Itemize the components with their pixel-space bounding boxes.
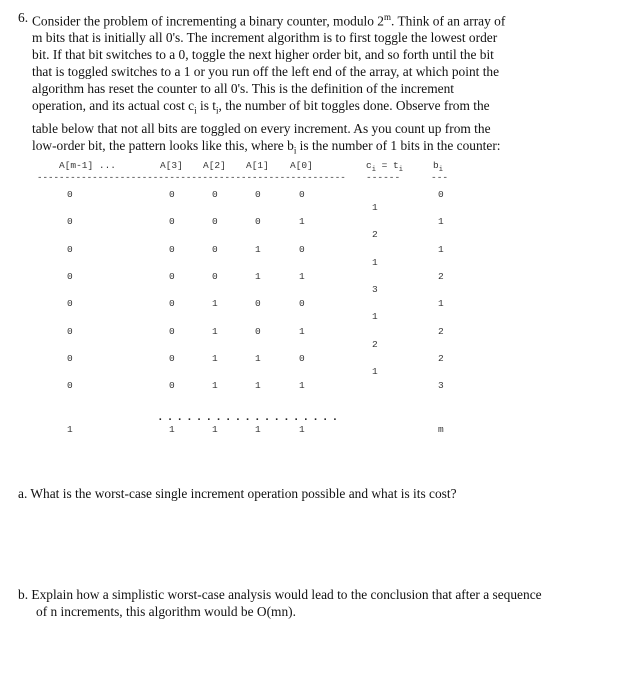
cell-a0: 1	[299, 270, 305, 282]
cell-a0: 1	[299, 380, 305, 392]
header-am1: A[m-1] ...	[59, 160, 117, 171]
question-b	[18, 586, 542, 620]
cell-a2: 1	[212, 380, 218, 392]
problem-line-3: bit. If that bit switches to a 0, toggle the next higher order bit, and so forth until the bit	[32, 47, 494, 63]
cost-value: 2	[372, 229, 378, 241]
cell-a0: 0	[299, 352, 305, 364]
cell-a3: 0	[169, 270, 175, 282]
question-b-line-2: of n increments, this algorithm would be O(mn).	[36, 604, 296, 619]
cost-value: 1	[372, 202, 378, 213]
cell-am1: 0	[67, 270, 73, 282]
last-cell-am1: 1	[67, 424, 73, 435]
header-a0: A[0]	[290, 160, 313, 171]
cell-a1: 1	[255, 352, 261, 364]
cost-value: 1	[372, 256, 378, 268]
cell-bi: 1	[438, 216, 444, 228]
cell-a0: 0	[299, 298, 305, 310]
header-a1: A[1]	[246, 160, 269, 171]
cost-value: 2	[372, 338, 378, 350]
header-rule: --------------------------------------------------------	[37, 172, 346, 183]
cell-bi: 2	[438, 352, 444, 364]
cell-a1: 1	[255, 270, 261, 282]
header-bi: $b_i$	[433, 160, 443, 174]
cell-bi: 3	[438, 380, 444, 392]
header-a3: A[3]	[160, 160, 183, 171]
cell-a0: 0	[299, 189, 305, 200]
cell-a1: 1	[255, 380, 261, 392]
problem-line-4: that is toggled switches to a 1 or you run off the left end of the array, at which point the	[32, 64, 500, 80]
cell-am1: 0	[67, 243, 73, 255]
question-b-line-1: b. Explain how a simplistic worst-case analysis would lead to the conclusion that after a sequence	[18, 587, 542, 602]
cell-a2: 0	[212, 270, 218, 282]
cell-a0: 1	[299, 325, 305, 337]
header-ci: $c_i = t_i$	[366, 160, 403, 174]
cell-a2: 1	[212, 352, 218, 364]
cost-value: 1	[372, 311, 378, 323]
problem-statement	[18, 9, 578, 160]
cell-bi: 2	[438, 270, 444, 282]
cell-am1: 0	[67, 216, 73, 228]
cell-a1: 1	[255, 243, 261, 255]
cell-bi: 0	[438, 189, 444, 200]
cell-bi: 1	[438, 298, 444, 310]
problem-line-7: table below that not all bits are toggled on every increment. As you count up from the	[32, 121, 491, 137]
problem-line-8: low-order bit, the pattern looks like this, where $b_i$ is the number of 1 bits in the counter:	[32, 138, 501, 156]
problem-line-5: algorithm has reset the counter to all 0's. This is the definition of the increment	[32, 81, 455, 97]
cell-a3: 0	[169, 243, 175, 255]
cell-a3: 0	[169, 189, 175, 200]
last-cell-a0: 1	[299, 424, 305, 435]
cell-am1: 0	[67, 325, 73, 337]
cell-bi: 2	[438, 325, 444, 337]
cell-a3: 0	[169, 325, 175, 337]
bi-rule: ---	[431, 172, 449, 183]
cell-a3: 0	[169, 216, 175, 228]
problem-line-1: Consider the problem of incrementing a binary counter, modulo 2$^m$. Think of an array of	[32, 12, 506, 29]
cell-a0: 1	[299, 216, 305, 228]
cell-a2: 1	[212, 298, 218, 310]
ci-rule: ------	[366, 172, 401, 183]
cell-am1: 0	[67, 352, 73, 364]
question-a: a. What is the worst-case single increment operation possible and what is its cost?	[18, 486, 457, 501]
cell-a2: 0	[212, 189, 218, 200]
problem-line-6: operation, and its actual cost $c_i$ is $t_i$, the number of bit toggles done. Observe from the	[32, 98, 490, 117]
header-a2: A[2]	[203, 160, 226, 171]
cell-a2: 1	[212, 325, 218, 337]
cell-a1: 0	[255, 189, 261, 200]
cell-a1: 0	[255, 216, 261, 228]
problem-number: 6.	[18, 10, 29, 25]
last-cell-bi: m	[438, 424, 444, 435]
cell-bi: 1	[438, 243, 444, 255]
cell-a0: 0	[299, 243, 305, 255]
problem-line-2: m bits that is initially all 0's. The increment algorithm is to first toggle the lowest order	[32, 30, 498, 46]
cell-a3: 0	[169, 380, 175, 392]
last-cell-a2: 1	[212, 424, 218, 435]
cell-am1: 0	[67, 380, 73, 392]
cost-value: 1	[372, 365, 378, 377]
cell-a1: 0	[255, 298, 261, 310]
cell-a1: 0	[255, 325, 261, 337]
last-cell-a3: 1	[169, 424, 175, 435]
cell-a3: 0	[169, 352, 175, 364]
cell-a2: 0	[212, 243, 218, 255]
table-ellipsis: ...................	[157, 412, 342, 424]
cell-am1: 0	[67, 189, 73, 200]
cost-value: 3	[372, 283, 378, 295]
last-cell-a1: 1	[255, 424, 261, 435]
cell-am1: 0	[67, 298, 73, 310]
cell-a2: 0	[212, 216, 218, 228]
cell-a3: 0	[169, 298, 175, 310]
